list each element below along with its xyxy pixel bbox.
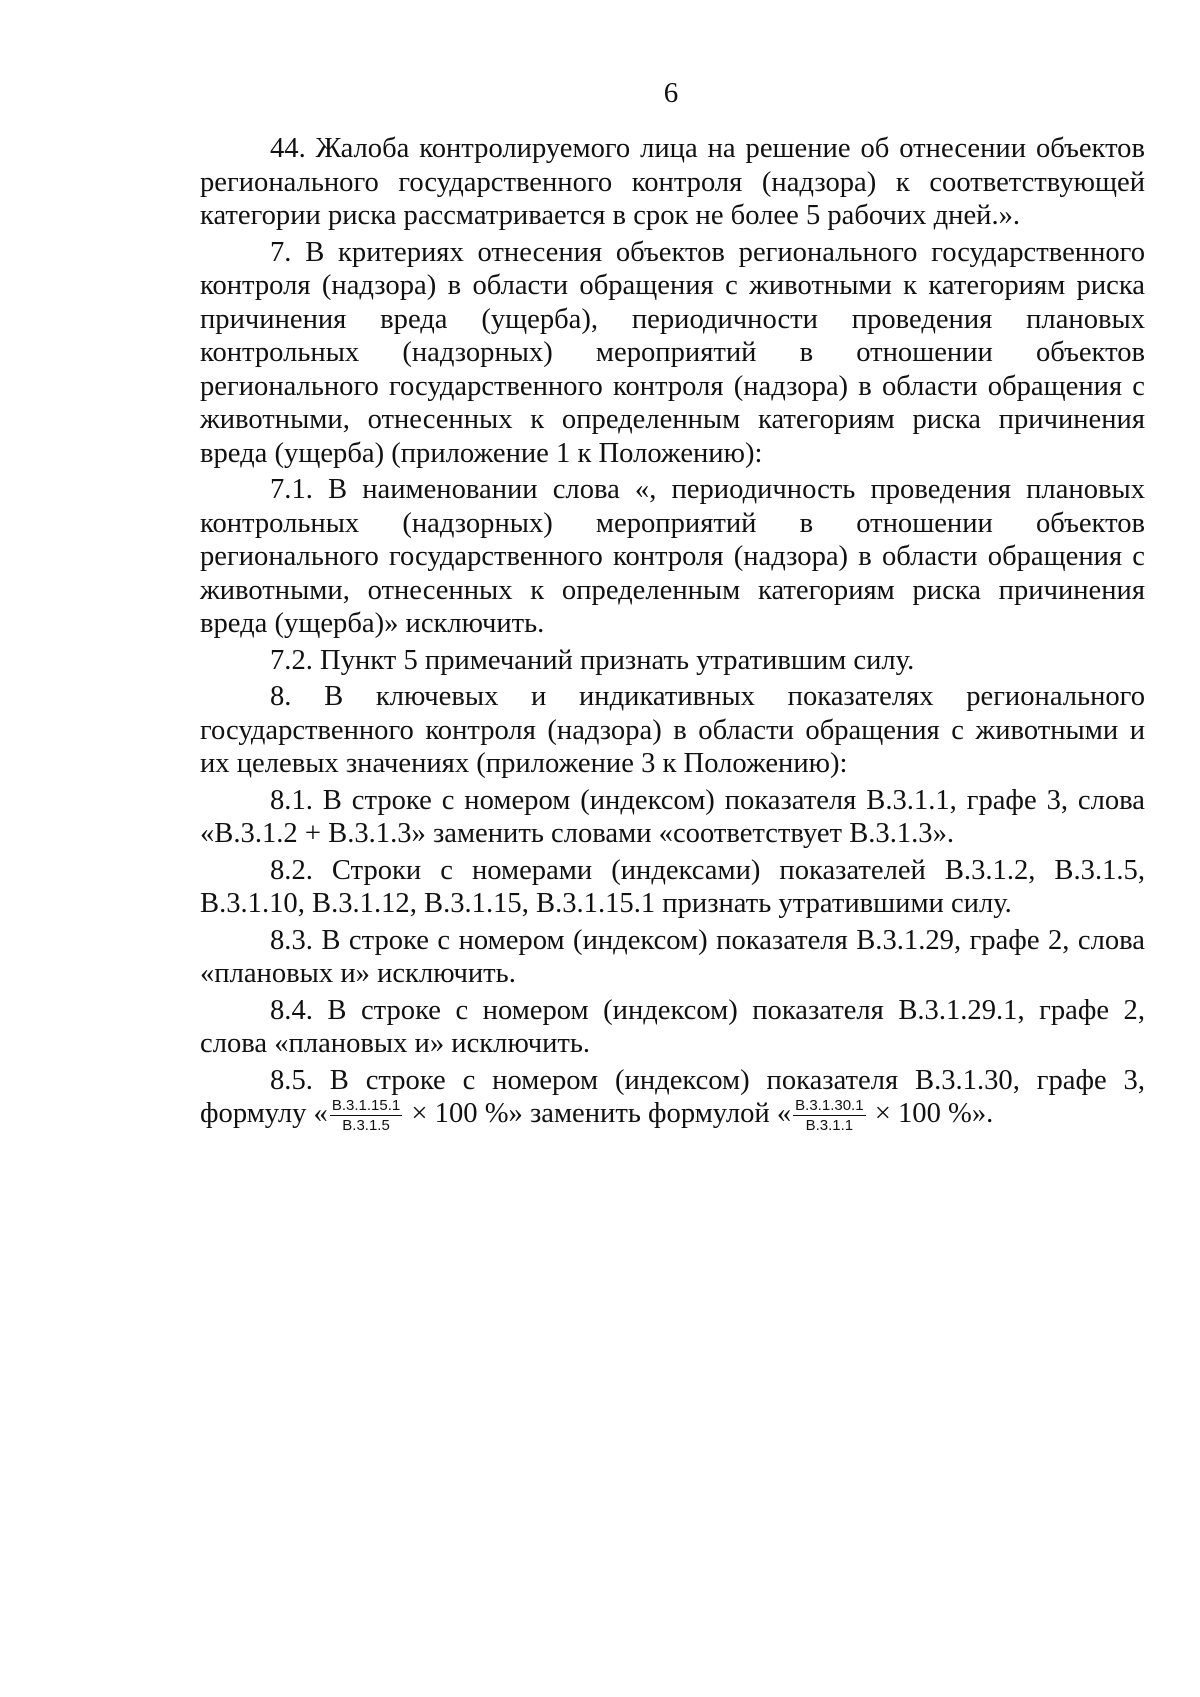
paragraph-44: 44. Жалоба контролируемого лица на решение об отнесении объектов регионального государственного контроля (надзора) к соответствующей категории риска рассматривается в срок не более 5 рабочих дней.». (200, 133, 1145, 231)
page-number: 6 (663, 77, 679, 109)
paragraph-8-3: 8.3. В строке с номером (индексом) показателя В.3.1.29, графе 2, слова «плановых и» исключить. (200, 924, 1145, 989)
paragraph-7-1: 7.1. В наименовании слова «, периодичность проведения плановых контрольных (надзорных) мероприятий в отношении объектов регионального государственного контроля (надзора) в области обращения с животными, отнесенных к определенным категориям риска причинения вреда (ущерба)» исключить. (200, 474, 1145, 639)
paragraph-8-2: 8.2. Строки с номерами (индексами) показателей В.3.1.2, В.3.1.5, В.3.1.10, В.3.1.12, В.3.1.15, В.3.1.15.1 признать утратившими силу. (200, 854, 1145, 919)
paragraph-7: 7. В критериях отнесения объектов регионального государственного контроля (надзора) в области обращения с животными к категориям риска причинения вреда (ущерба), периодичности проведения плановых контрольных (надзорных) мероприятий в отношении объектов регионального государственного контроля (надзора) в области обращения с животными, отнесенных к определенным категориям риска причинения вреда (ущерба) (приложение 1 к Положению): (200, 236, 1145, 469)
formula-new-denominator: В.3.1.1 (805, 1117, 854, 1134)
formula-old-denominator: В.3.1.5 (342, 1117, 390, 1134)
paragraph-8-5-text-after: × 100 %». (867, 1098, 994, 1130)
paragraph-8-1: 8.1. В строке с номером (индексом) показателя В.3.1.1, графе 3, слова «В.3.1.2 + В.3.1.3» заменить словами «соответствует В.3.1.3». (200, 784, 1145, 849)
paragraph-8-5 (200, 1064, 1145, 1135)
document-body (200, 132, 1145, 1137)
paragraph-8-4: 8.4. В строке с номером (индексом) показателя В.3.1.29.1, графе 2, слова «плановых и» исключить. (200, 994, 1145, 1059)
paragraph-8-5-text-middle: × 100 %» заменить формулой « (404, 1098, 792, 1130)
paragraph-8: 8. В ключевых и индикативных показателях регионального государственного контроля (надзора) в области обращения с животными и их целевых значениях (приложение 3 к Положению): (200, 681, 1145, 779)
formula-new-numerator: В.3.1.30.1 (795, 1097, 864, 1114)
formula-new (793, 1097, 865, 1134)
paragraph-7-2: 7.2. Пункт 5 примечаний признать утратившим силу. (270, 644, 915, 676)
paragraph-8-5-text-before: 8.5. В строке с номером (индексом) показателя В.3.1.30, графе 3, формулу « (200, 1064, 1145, 1130)
formula-old-numerator: В.3.1.15.1 (331, 1097, 401, 1114)
formula-old (330, 1097, 402, 1134)
